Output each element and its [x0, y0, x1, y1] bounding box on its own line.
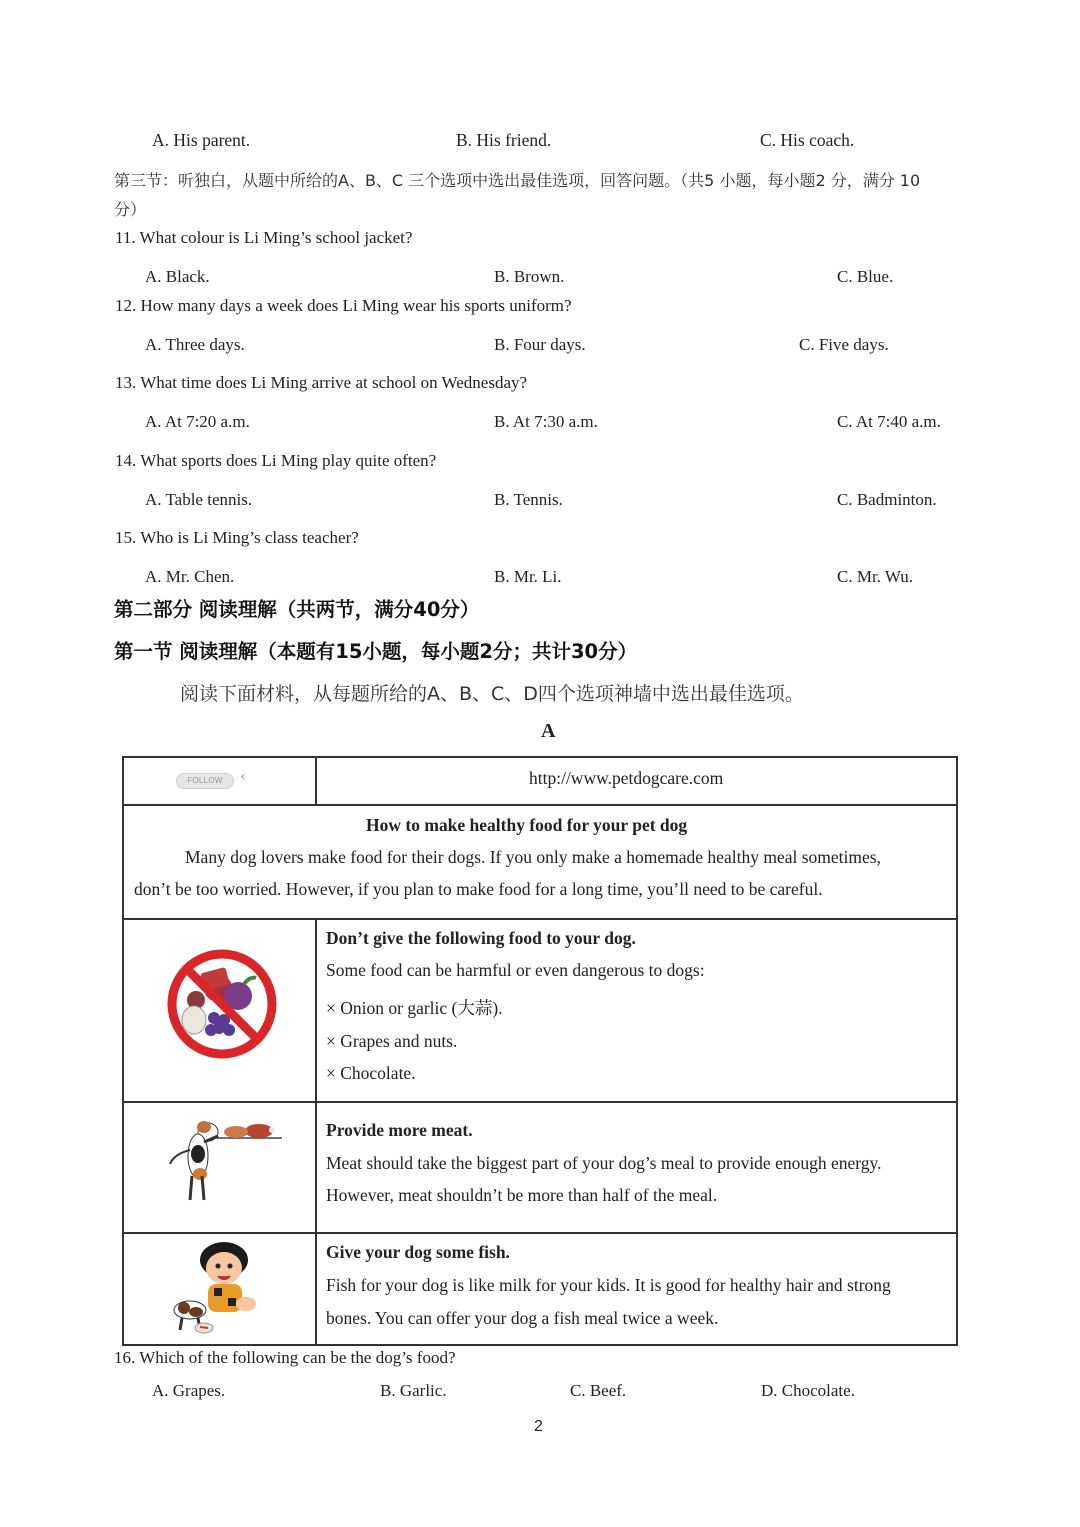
- table-divider: [124, 1101, 956, 1103]
- q10-option-a: A. His parent.: [152, 130, 251, 150]
- q16-option-d: D. Chocolate.: [761, 1381, 855, 1400]
- table-divider: [315, 918, 317, 1346]
- q13-option-b: B. At 7:30 a.m.: [494, 412, 598, 431]
- dog-meat-illustration: [164, 1114, 284, 1206]
- q10-option-b: B. His friend.: [456, 130, 552, 150]
- q16-option-c: C. Beef.: [570, 1381, 627, 1400]
- q15-option-b: B. Mr. Li.: [494, 567, 562, 586]
- row2-line: However, meat shouldn’t be more than half of the meal.: [326, 1185, 718, 1205]
- q11-option-c: C. Blue.: [837, 267, 894, 286]
- follow-badge: FOLLOW: [176, 773, 234, 789]
- q14-option-a: A. Table tennis.: [145, 490, 253, 509]
- article-intro-line2: don’t be too worried. However, if you plan to make food for a long time, you’ll need to be careful.: [134, 879, 823, 899]
- q11-option-a: A. Black.: [145, 267, 210, 286]
- table-divider: [124, 918, 956, 920]
- q13-option-a: A. At 7:20 a.m.: [145, 412, 250, 431]
- q12-option-a: A. Three days.: [145, 335, 245, 354]
- row1-line: × Onion or garlic (大蒜).: [326, 998, 503, 1018]
- table-divider: [124, 804, 956, 806]
- article-url: http://www.petdogcare.com: [529, 768, 724, 788]
- q16-option-b: B. Garlic.: [380, 1381, 447, 1400]
- question-11: 11. What colour is Li Ming’s school jacket?: [115, 228, 413, 247]
- q14-option-b: B. Tennis.: [494, 490, 563, 509]
- q11-option-b: B. Brown.: [494, 267, 565, 286]
- row3-line: Fish for your dog is like milk for your kids. It is good for healthy hair and strong: [326, 1275, 891, 1295]
- q10-option-c: C. His coach.: [760, 130, 855, 150]
- chevron-left-icon: ‹: [240, 769, 246, 785]
- passage-letter: A: [541, 720, 556, 742]
- row1-line: × Chocolate.: [326, 1063, 416, 1083]
- q15-option-c: C. Mr. Wu.: [837, 567, 913, 586]
- article-table: [122, 756, 958, 1346]
- section1-heading: 第一节 阅读理解（本题有15小题，每小题2分；共计30分）: [114, 640, 638, 663]
- q12-option-c: C. Five days.: [799, 335, 889, 354]
- q16-option-a: A. Grapes.: [152, 1381, 226, 1400]
- q12-option-b: B. Four days.: [494, 335, 586, 354]
- page-number: 2: [534, 1418, 543, 1435]
- reading-instruction: 阅读下面材料，从每题所给的A、B、C、D四个选项神墙中选出最佳选项。: [180, 683, 804, 705]
- forbidden-food-icon: [166, 948, 278, 1060]
- q14-option-c: C. Badminton.: [837, 490, 937, 509]
- row3-heading: Give your dog some fish.: [326, 1242, 510, 1262]
- question-16: 16. Which of the following can be the dog’s food?: [114, 1348, 456, 1367]
- table-divider: [315, 758, 317, 804]
- row3-line: bones. You can offer your dog a fish meal twice a week.: [326, 1308, 719, 1328]
- table-divider: [124, 1232, 956, 1234]
- part2-heading: 第二部分 阅读理解（共两节，满分40分）: [114, 598, 480, 621]
- question-15: 15. Who is Li Ming’s class teacher?: [115, 528, 359, 547]
- section3-instruction-line2: 分）: [114, 200, 147, 219]
- article-title: How to make healthy food for your pet dog: [366, 815, 688, 835]
- row2-heading: Provide more meat.: [326, 1120, 473, 1140]
- row1-line: Some food can be harmful or even dangerous to dogs:: [326, 960, 705, 980]
- row2-line: Meat should take the biggest part of your dog’s meal to provide enough energy.: [326, 1153, 882, 1173]
- question-12: 12. How many days a week does Li Ming wear his sports uniform?: [115, 296, 572, 315]
- question-14: 14. What sports does Li Ming play quite often?: [115, 451, 437, 470]
- q15-option-a: A. Mr. Chen.: [145, 567, 235, 586]
- question-13: 13. What time does Li Ming arrive at school on Wednesday?: [115, 373, 528, 392]
- row1-line: × Grapes and nuts.: [326, 1031, 458, 1051]
- q13-option-c: C. At 7:40 a.m.: [837, 412, 941, 431]
- kid-feeding-dog-illustration: [170, 1238, 270, 1338]
- section3-instruction-line1: 第三节：听独白，从题中所给的A、B、C 三个选项中选出最佳选项，回答问题。（共5 小题，每小题2 分，满分 10: [114, 171, 921, 190]
- row1-heading: Don’t give the following food to your dog.: [326, 928, 636, 948]
- article-intro-line1: Many dog lovers make food for their dogs. If you only make a homemade healthy meal sometimes,: [185, 847, 881, 867]
